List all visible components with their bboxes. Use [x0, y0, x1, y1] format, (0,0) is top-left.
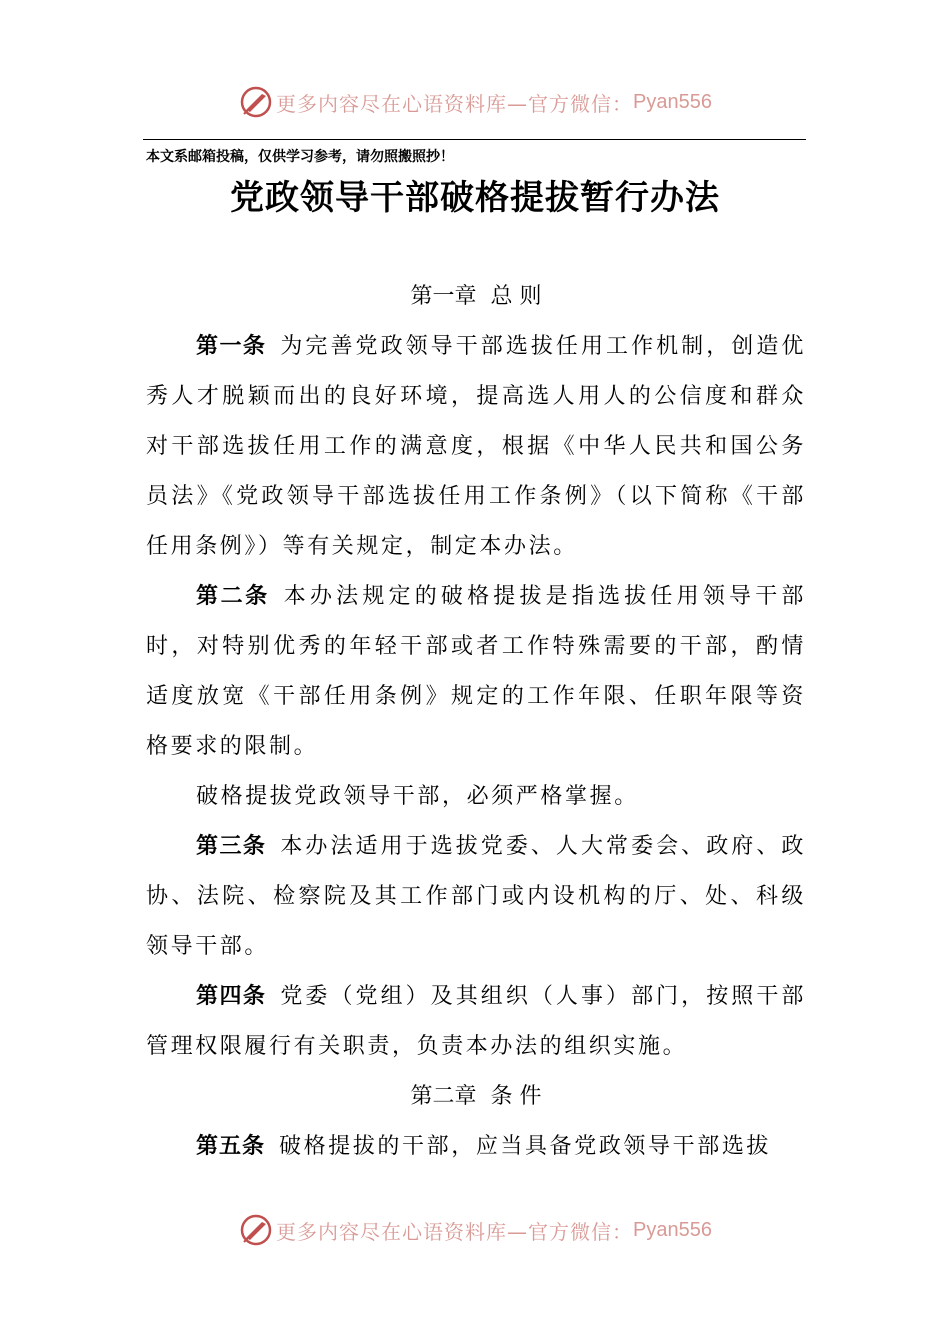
watermark-text: 更多内容尽在心语资料库—官方微信：: [276, 1219, 634, 1244]
chapter-heading-1: [146, 272, 806, 322]
watermark-text: 更多内容尽在心语资料库—官方微信：: [276, 91, 634, 116]
chapter-heading-2: [146, 1072, 806, 1122]
article-2: [146, 572, 806, 772]
document-body: [146, 272, 806, 1172]
article-label: 第四条: [196, 984, 267, 1009]
footer-watermark: [0, 1210, 950, 1250]
pen-logo-icon: [238, 84, 274, 120]
chapter-label: 第一章: [410, 284, 477, 309]
article-4: [146, 972, 806, 1072]
article-label: 第二条: [196, 584, 270, 609]
pen-logo-icon: [238, 1212, 274, 1248]
article-text: 党委（党组）及其组织（人事）部门，按照干部管理权限履行有关职责，负责本办法的组织实施。: [146, 984, 806, 1059]
article-text: 为完善党政领导干部选拔任用工作机制，创造优秀人才脱颖而出的良好环境，提高选人用人的公信度和群众对干部选拔任用工作的满意度，根据《中华人民共和国公务员法》《党政领导干部选拔任用工作条例》（以下简称《干部任用条例》）等有关规定，制定本办法。: [146, 334, 806, 559]
article-text: 本办法适用于选拔党委、人大常委会、政府、政协、法院、检察院及其工作部门或内设机构的厅、处、科级领导干部。: [146, 834, 806, 959]
article-2-paragraph-2: [146, 772, 806, 822]
watermark-wechat-id: Pyan556: [633, 90, 712, 113]
chapter-name: 总 则: [490, 284, 542, 309]
header-rule: [143, 139, 806, 140]
article-label: 第三条: [196, 834, 267, 859]
article-1: [146, 322, 806, 572]
header-watermark: [0, 82, 950, 122]
article-label: 第五条: [196, 1134, 266, 1159]
article-3: [146, 822, 806, 972]
chapter-label: 第二章: [410, 1084, 477, 1109]
submission-notice: 本文系邮箱投稿，仅供学习参考，请勿照搬照抄！: [146, 149, 454, 165]
page-title: 党政领导干部破格提拔暂行办法: [230, 178, 720, 218]
article-text: 本办法规定的破格提拔是指选拔任用领导干部时，对特别优秀的年轻干部或者工作特殊需要的干部，酌情适度放宽《干部任用条例》规定的工作年限、任职年限等资格要求的限制。: [146, 584, 806, 759]
watermark-wechat-id: Pyan556: [633, 1218, 712, 1241]
article-label: 第一条: [196, 334, 267, 359]
article-text: 破格提拔党政领导干部，必须严格掌握。: [196, 784, 639, 809]
chapter-name: 条 件: [490, 1084, 542, 1109]
article-5: [146, 1122, 806, 1172]
article-text: 破格提拔的干部，应当具备党政领导干部选拔: [279, 1134, 772, 1159]
